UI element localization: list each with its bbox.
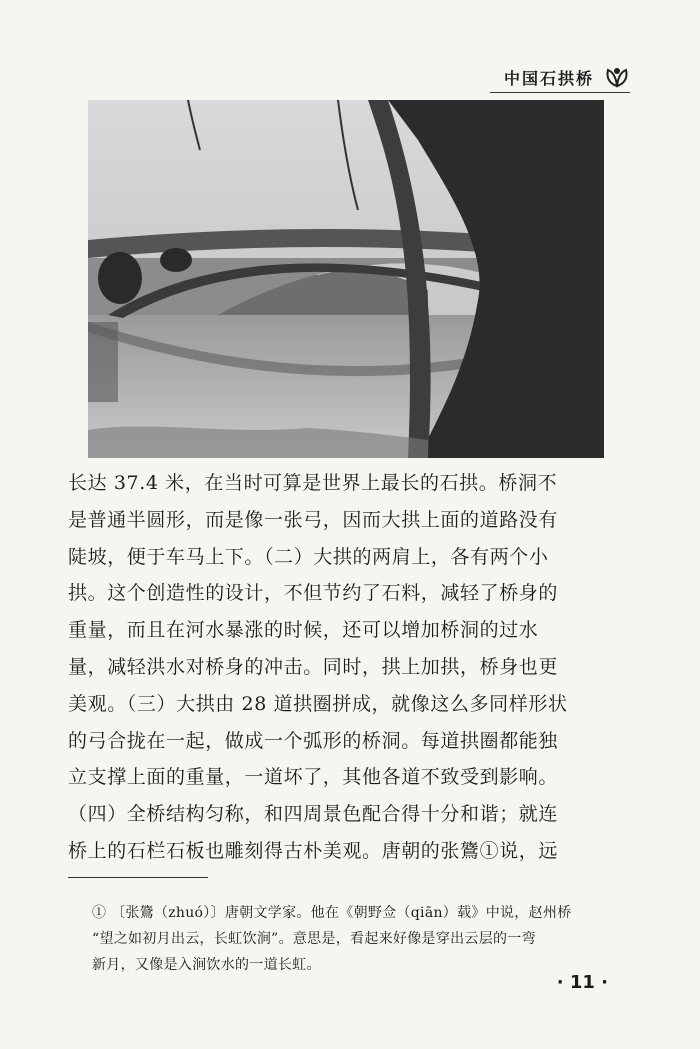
- body-line: 重量，而且在河水暴涨的时候，还可以增加桥洞的过水: [68, 619, 539, 642]
- body-line: 的弓合拢在一起，做成一个弧形的桥洞。每道拱圈都能独: [68, 729, 559, 752]
- footnote-divider: [68, 877, 208, 878]
- body-line: 美观。（三）大拱由 28 道拱圈拼成，就像这么多同样形状: [68, 692, 568, 715]
- body-line: 立支撑上面的重量，一道坏了，其他各道不致受到影响。: [68, 766, 559, 789]
- body-line: 拱。这个创造性的设计，不但节约了石料，减轻了桥身的: [68, 582, 559, 605]
- footnote-line: ① 〔张鷟（zhuó）〕唐朝文学家。他在《朝野佥（qiān）载》中说，赵州桥: [92, 905, 572, 921]
- body-line: （四）全桥结构匀称，和四周景色配合得十分和谐；就连: [68, 803, 559, 826]
- footnote-line: 新月，又像是入涧饮水的一道长虹。: [92, 957, 321, 973]
- textbook-logo-icon: [604, 66, 630, 88]
- body-line: 是普通半圆形，而是像一张弓，因而大拱上面的道路没有: [68, 508, 559, 531]
- running-header: [490, 62, 630, 93]
- chapter-title: 中国石拱桥: [503, 68, 594, 88]
- footnote: [92, 900, 632, 978]
- body-line: 量，减轻洪水对桥身的冲击。同时，拱上加拱，桥身也更: [68, 655, 559, 678]
- body-line: 陡坡，便于车马上下。（二）大拱的两肩上，各有两个小: [68, 545, 549, 568]
- body-line: 桥上的石栏石板也雕刻得古朴美观。唐朝的张鷟①说，远: [68, 839, 559, 862]
- page-number: · 11 ·: [556, 972, 608, 993]
- footnote-line: “望之如初月出云，长虹饮涧”。意思是，看起来好像是穿出云层的一弯: [92, 931, 536, 947]
- body-text: [68, 465, 634, 870]
- body-line: 长达 37.4 米，在当时可算是世界上最长的石拱。桥洞不: [68, 472, 558, 494]
- zhaozhou-bridge-photo: [88, 100, 604, 458]
